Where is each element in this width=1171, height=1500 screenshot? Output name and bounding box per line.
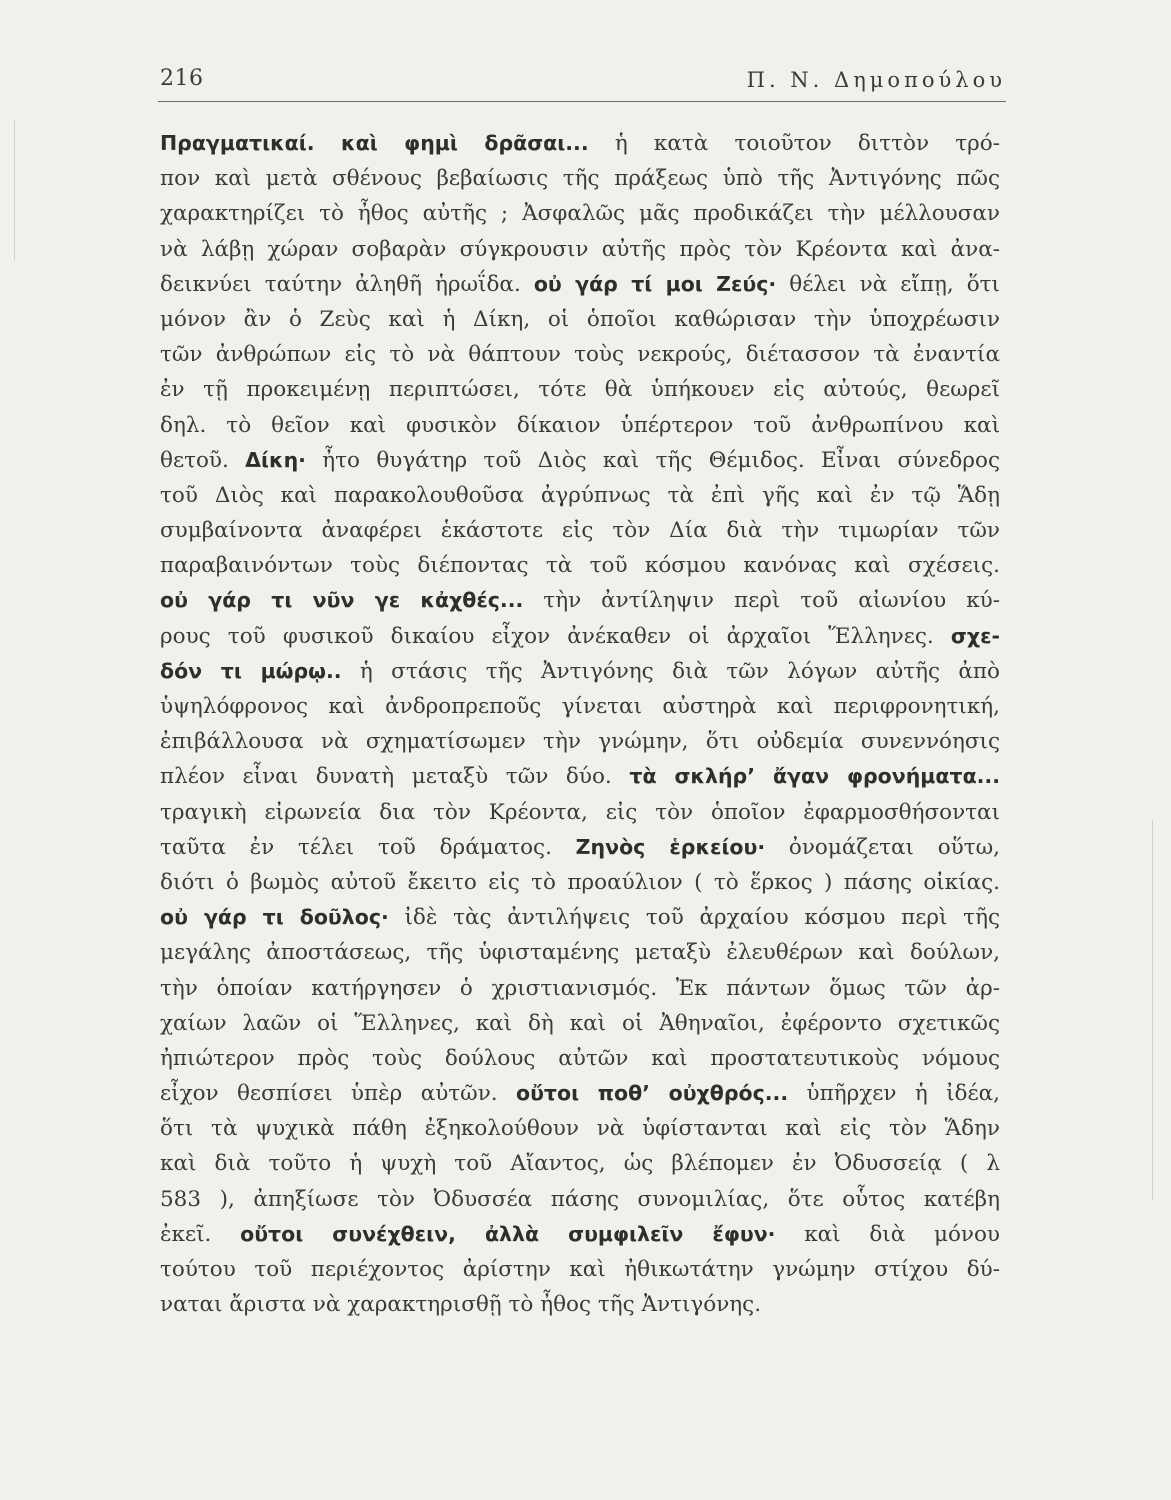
lemma-bold: τὰ σκλήρ’ ἄγαν φρονήματα... <box>629 764 1001 789</box>
text-line <box>160 196 1000 231</box>
text-line <box>160 830 1000 865</box>
text-run: ταῦτα ἐν τέλει τοῦ δράματος. <box>160 834 576 860</box>
page-number: 216 <box>160 66 204 91</box>
text-line <box>160 689 1000 724</box>
text-run: ρους τοῦ φυσικοῦ δικαίου εἶχον ἀνέκαθεν οἱ ἀρχαῖοι Ἕλληνες. <box>160 623 951 649</box>
text-line <box>160 337 1000 372</box>
text-run: μόνον ἂν ὁ Ζεὺς καὶ ἡ Δίκη, οἱ ὁποῖοι καθώρισαν τὴν ὑποχρέωσιν <box>160 306 1000 332</box>
text-line <box>160 161 1000 196</box>
lemma-bold: οὔτοι ποθ’ οὐχθρός... <box>516 1081 789 1106</box>
text-run: καὶ διὰ τοῦτο ἡ ψυχὴ τοῦ Αἴαντος, ὡς βλέπομεν ἐν Ὀδυσσείᾳ ( λ <box>160 1151 1000 1177</box>
text-line <box>160 513 1000 548</box>
text-run: 583 ), ἀπηξίωσε τὸν Ὀδυσσέα πάσης συνομιλίας, ὅτε οὗτος κατέβη <box>160 1186 1000 1212</box>
text-line <box>160 619 1000 654</box>
text-line <box>160 1252 1000 1287</box>
text-run: τούτου τοῦ περιέχοντος ἀρίστην καὶ ἠθικωτάτην γνώμην στίχου δύ- <box>160 1257 1000 1282</box>
text-line <box>160 408 1000 443</box>
lemma-bold: οὔτοι συνέχθειν, ἀλλὰ συμφιλεῖν ἔφυν· <box>240 1221 776 1246</box>
lemma-bold: οὐ γάρ τι δοῦλος· <box>160 905 389 930</box>
text-run: πλέον εἶναι δυνατὴ μεταξὺ τῶν δύο. <box>160 764 630 790</box>
text-line <box>160 900 1000 935</box>
text-run: ἡ στάσις τῆς Ἀντιγόνης διὰ τῶν λόγων αὐτῆς ἀπὸ <box>341 658 1001 684</box>
header-rule <box>158 101 1006 102</box>
lemma-bold: Πραγματικαί. καὶ φημὶ δρᾶσαι... <box>160 131 589 155</box>
margin-bleed-mark <box>1152 820 1153 1200</box>
commentary-text <box>160 126 1000 1322</box>
text-line <box>160 232 1000 267</box>
text-run: ἦτο θυγάτηρ τοῦ Διὸς καὶ τῆς Θέμιδος. Εἶναι σύνεδρος <box>305 447 1000 473</box>
lemma-bold: Δίκη· <box>245 447 306 472</box>
text-line <box>160 1287 1000 1322</box>
lemma-bold: σχε- <box>950 623 1000 648</box>
text-run: διότι ὁ βωμὸς αὐτοῦ ἔκειτο εἰς τὸ προαύλιον ( τὸ ἕρκος ) πάσης οἰκίας. <box>160 869 1000 895</box>
text-line <box>160 865 1000 900</box>
text-run: δηλ. τὸ θεῖον καὶ φυσικὸν δίκαιον ὑπέρτερον τοῦ ἀνθρωπίνου καὶ <box>160 412 1000 438</box>
running-head: Π. Ν. Δημοπούλου <box>746 68 1006 92</box>
lemma-bold: δόν τι μώρῳ.. <box>160 658 342 683</box>
text-run: συμβαίνοντα ἀναφέρει ἑκάστοτε εἰς τὸν Δία διὰ τὴν τιμωρίαν τῶν <box>160 518 1000 544</box>
text-run: τὴν ἀντίληψιν περὶ τοῦ αἰωνίου κύ- <box>523 588 1000 614</box>
text-line <box>160 1076 1000 1111</box>
text-run: ἐκεῖ. <box>160 1221 241 1247</box>
text-line <box>160 1111 1000 1146</box>
text-run: τὴν ὁποίαν κατήργησεν ὁ χριστιανισμός. Ἐκ πάντων ὅμως τῶν ἀρ- <box>160 975 1000 1001</box>
text-line <box>160 759 1000 794</box>
text-run: ὑψηλόφρονος καὶ ἀνδροπρεποῦς γίνεται αὐστηρὰ καὶ περιφρονητική, <box>160 694 1000 719</box>
text-run: τοῦ Διὸς καὶ παρακολουθοῦσα ἀγρύπνως τὰ ἐπὶ γῆς καὶ ἐν τῷ Ἅδῃ <box>160 482 1000 508</box>
margin-bleed-mark <box>14 120 15 260</box>
text-line <box>160 1006 1000 1041</box>
text-run: ναται ἄριστα νὰ χαρακτηρισθῇ τὸ ἦθος τῆς Ἀντιγόνης. <box>160 1292 762 1318</box>
lemma-bold: Ζηνὸς ἑρκείου· <box>575 834 766 859</box>
text-run: ἡ κατὰ τοιοῦτον διττὸν τρό- <box>588 131 1000 156</box>
text-line <box>160 795 1000 830</box>
text-line <box>160 1146 1000 1181</box>
text-run: ὅτι τὰ ψυχικὰ πάθη ἐξηκολούθουν νὰ ὑφίστανται καὶ εἰς τὸν Ἅδην <box>160 1116 1000 1142</box>
text-run: χαίων λαῶν οἱ Ἕλληνες, καὶ δὴ καὶ οἱ Ἀθηναῖοι, ἐφέροντο σχετικῶς <box>160 1010 1000 1036</box>
text-run: ὀνομάζεται οὕτω, <box>765 834 1000 860</box>
text-line <box>160 478 1000 513</box>
text-line <box>160 443 1000 478</box>
text-line <box>160 302 1000 337</box>
text-line <box>160 1041 1000 1076</box>
text-line <box>160 372 1000 407</box>
text-run: τῶν ἀνθρώπων εἰς τὸ νὰ θάπτουν τοὺς νεκρούς, διέτασσον τὰ ἐναντία <box>160 342 1000 368</box>
text-run: ἐπιβάλλουσα νὰ σχηματίσωμεν τὴν γνώμην, ὅτι οὐδεμία συνεννόησις <box>160 729 1000 755</box>
text-run: πον καὶ μετὰ σθένους βεβαίωσις τῆς πράξεως ὑπὸ τῆς Ἀντιγόνης πῶς <box>160 166 1000 192</box>
text-line <box>160 724 1000 759</box>
text-run: ὑπῆρχεν ἡ ἰδέα, <box>788 1081 1000 1107</box>
lemma-bold: οὐ γάρ τι νῦν γε κἀχθές... <box>160 588 524 613</box>
text-line <box>160 654 1000 689</box>
text-run: μεγάλης ἀποστάσεως, τῆς ὑφισταμένης μεταξὺ ἐλευθέρων καὶ δούλων, <box>160 940 1000 966</box>
text-run: θέλει νὰ εἴπῃ, ὅτι <box>776 271 1000 297</box>
lemma-bold: οὐ γάρ τί μοι Ζεύς· <box>533 271 777 296</box>
text-line <box>160 267 1000 302</box>
text-run: παραβαινόντων τοὺς διέποντας τὰ τοῦ κόσμου κανόνας καὶ σχέσεις. <box>160 553 1000 579</box>
text-run: εἶχον θεσπίσει ὑπὲρ αὐτῶν. <box>160 1081 516 1107</box>
text-run: ἠπιώτερον πρὸς τοὺς δούλους αὐτῶν καὶ προστατευτικοὺς νόμους <box>160 1045 1000 1071</box>
text-line <box>160 126 1000 161</box>
text-line <box>160 1182 1000 1217</box>
text-run: ἐν τῇ προκειμένῃ περιπτώσει, τότε θὰ ὑπήκουεν εἰς αὐτούς, θεωρεῖ <box>160 377 1000 403</box>
text-run: χαρακτηρίζει τὸ ἦθος αὐτῆς ; Ἀσφαλῶς μᾶς προδικάζει τὴν μέλλουσαν <box>160 201 1000 227</box>
text-line <box>160 1217 1000 1252</box>
text-run: νὰ λάβῃ χώραν σοβαρὰν σύγκρουσιν αὐτῆς πρὸς τὸν Κρέοντα καὶ ἀνα- <box>160 236 1000 262</box>
text-line <box>160 583 1000 618</box>
text-line <box>160 548 1000 583</box>
text-run: καὶ διὰ μόνου <box>775 1221 1000 1247</box>
text-line <box>160 971 1000 1006</box>
text-run: τραγικὴ εἰρωνεία δια τὸν Κρέοντα, εἰς τὸν ὁποῖον ἐφαρμοσθήσονται <box>160 799 1000 825</box>
text-line <box>160 935 1000 970</box>
text-run: θετοῦ. <box>160 447 246 473</box>
text-run: δεικνύει ταύτην ἀληθῆ ἡρωΐδα. <box>160 271 534 297</box>
text-run: ἰδὲ τὰς ἀντιλήψεις τοῦ ἀρχαίου κόσμου περὶ τῆς <box>388 905 1001 931</box>
